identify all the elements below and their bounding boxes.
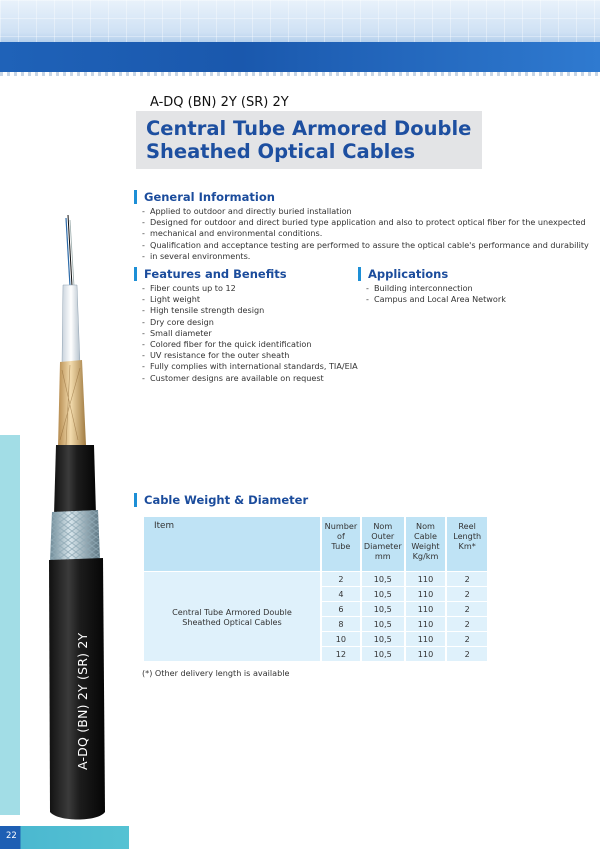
cell-reel: 2 <box>447 587 487 601</box>
list-item: - Campus and Local Area Network <box>366 294 586 305</box>
list-item: - UV resistance for the outer sheath <box>142 350 362 361</box>
cell-weight: 110 <box>406 602 446 616</box>
title-box <box>136 111 482 169</box>
list-item: - Designed for outdoor and direct buried type application and also to protect optical fiber for the unexpected <box>142 217 592 228</box>
cell-tubes: 6 <box>322 602 360 616</box>
page-title: Central Tube Armored Double Sheathed Optical Cables <box>146 117 472 163</box>
general-information-heading: General Information <box>134 190 275 204</box>
cell-weight: 110 <box>406 587 446 601</box>
cell-reel: 2 <box>447 617 487 631</box>
page-number-bar <box>0 826 129 849</box>
list-item: - Qualification and acceptance testing are performed to assure the optical cable's performance and durability <box>142 240 592 251</box>
cell-reel: 2 <box>447 632 487 646</box>
cell-tubes: 4 <box>322 587 360 601</box>
list-item: - Dry core design <box>142 317 362 328</box>
cell-weight: 110 <box>406 647 446 661</box>
table-header-row <box>144 517 487 571</box>
col-item: Item <box>144 517 320 571</box>
loose-tube <box>62 285 80 365</box>
table-row <box>144 572 487 586</box>
product-code: A-DQ (BN) 2Y (SR) 2Y <box>150 95 289 110</box>
product-name-cell: Central Tube Armored Double Sheathed Optical Cables <box>144 572 320 661</box>
cell-reel: 2 <box>447 647 487 661</box>
col-outer-diameter: Nom Outer Diameter mm <box>362 517 404 571</box>
cell-tubes: 10 <box>322 632 360 646</box>
features-heading: Features and Benefits <box>134 267 287 281</box>
col-cable-weight: Nom Cable Weight Kg/km <box>406 517 446 571</box>
cable-table-heading: Cable Weight & Diameter <box>134 493 308 507</box>
cell-weight: 110 <box>406 572 446 586</box>
cell-tubes: 12 <box>322 647 360 661</box>
list-item: - in several environments. <box>142 251 592 262</box>
cell-diameter: 10,5 <box>362 617 404 631</box>
cable-print-label: A-DQ (BN) 2Y (SR) 2Y <box>75 632 90 770</box>
cell-tubes: 2 <box>322 572 360 586</box>
cable-spec-table <box>142 516 489 662</box>
cell-diameter: 10,5 <box>362 632 404 646</box>
general-information-list <box>142 206 592 262</box>
list-item: - Fully complies with international standards, TIA/EIA <box>142 361 362 372</box>
features-list <box>142 283 362 384</box>
table-footnote: (*) Other delivery length is available <box>142 668 290 678</box>
list-item: - mechanical and environmental conditions. <box>142 228 592 239</box>
applications-heading: Applications <box>358 267 448 281</box>
list-item: - High tensile strength design <box>142 305 362 316</box>
list-item: - Applied to outdoor and directly buried installation <box>142 206 592 217</box>
aramid-yarn <box>58 360 86 448</box>
cell-reel: 2 <box>447 602 487 616</box>
cell-diameter: 10,5 <box>362 587 404 601</box>
list-item: - Customer designs are available on request <box>142 373 362 384</box>
inner-sheath <box>54 445 96 515</box>
list-item: - Colored fiber for the quick identification <box>142 339 362 350</box>
cell-diameter: 10,5 <box>362 572 404 586</box>
cell-diameter: 10,5 <box>362 647 404 661</box>
cable-illustration <box>0 0 140 849</box>
cell-reel: 2 <box>447 572 487 586</box>
cell-weight: 110 <box>406 617 446 631</box>
fiber-strands <box>66 215 74 286</box>
list-item: - Building interconnection <box>366 283 586 294</box>
cell-tubes: 8 <box>322 617 360 631</box>
list-item: - Fiber counts up to 12 <box>142 283 362 294</box>
cell-weight: 110 <box>406 632 446 646</box>
list-item: - Small diameter <box>142 328 362 339</box>
col-reel-length: Reel Length Km* <box>447 517 487 571</box>
list-item: - Light weight <box>142 294 362 305</box>
col-number-of-tube: Number of Tube <box>322 517 360 571</box>
cell-diameter: 10,5 <box>362 602 404 616</box>
applications-list <box>366 283 586 305</box>
page-number: 22 <box>6 831 17 841</box>
